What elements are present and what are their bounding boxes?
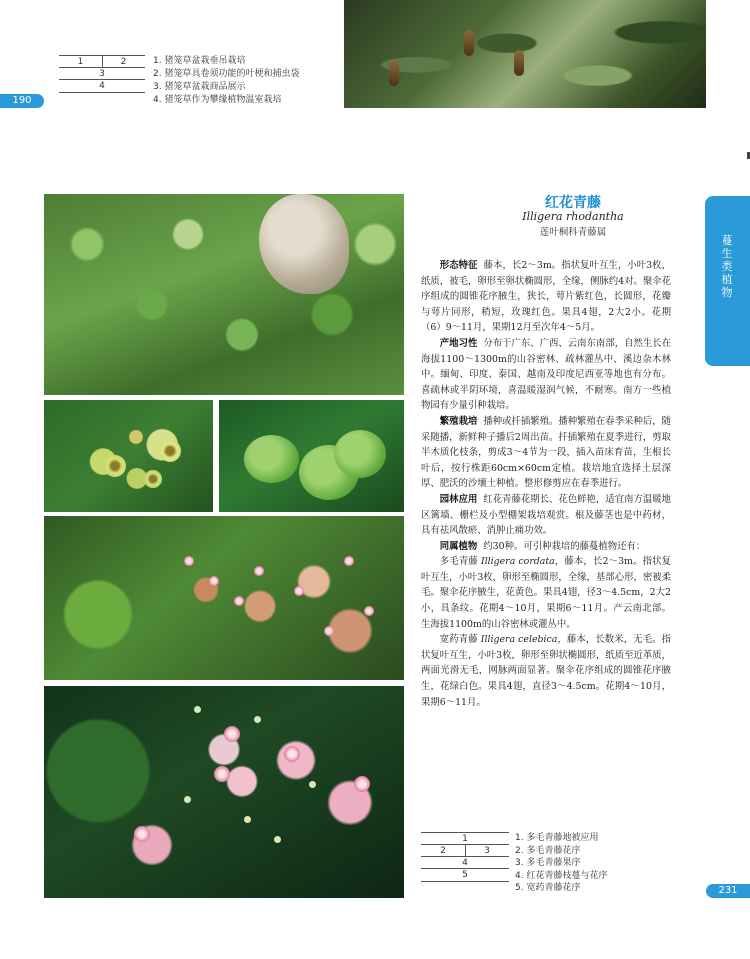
paragraph-text: 藤本，长2～3m。指状复叶互生，小叶3枚，纸质，被毛，卵形至卵状椭圆形，全缘，侧脉约4对。聚伞花序组成的圆锥花序腋生，狭长，萼片紫红色，长圆形，花瓣与萼片同形，稍短，玫瑰红色。果具4翅，2大2小。花期（6）9～11月，果期12月至次年4～5月。 [421, 260, 671, 334]
grid-cell: 2 [120, 57, 127, 67]
grid-cell: 3 [484, 846, 490, 856]
caption-item: 1. 多毛青藤地被应用 [515, 833, 599, 843]
paragraph-propagation [421, 414, 671, 492]
rock [259, 194, 349, 294]
top-photo-nepenthes [344, 0, 706, 108]
caption-item: 4. 红花青藤枝蔓与花序 [515, 870, 608, 881]
caption-item: 3. 多毛青藤果序 [515, 858, 581, 869]
top-caption-list [153, 55, 343, 107]
caption-item: 4. 猪笼草作为攀缘植物温室栽培 [153, 95, 282, 105]
species-family: 莲叶桐科青藤属 [539, 227, 607, 238]
grid-cell: 1 [462, 834, 468, 844]
relative-species-2 [421, 632, 671, 710]
page-number-right: 231 [706, 884, 750, 898]
top-caption-grid [59, 55, 145, 91]
relative-species-1 [421, 554, 671, 632]
paragraph-morphology [421, 258, 671, 336]
paragraph-habitat [421, 336, 671, 414]
paragraph-label: 同属植物 [439, 540, 478, 552]
caption-item: 3. 猪笼草盆栽商品展示 [153, 82, 246, 92]
relative-text: ，藤本，长数米，无毛。指状复叶互生，小叶3枚，卵形至卵状椭圆形，纸质至近革质，两面光滑无毛，网脉两面显著。聚伞花序组成的圆锥花序腋生，花绿白色。果具4翅，直径3～4.5cm。花期4～10月，果期6～11月。 [421, 634, 671, 708]
grid-cell: 5 [462, 870, 468, 880]
paragraph-text: 约30种。可引种栽培的藤蔓植物还有： [483, 540, 646, 552]
paragraph-landscape-use [421, 492, 671, 539]
page-number-left: 190 [0, 94, 44, 108]
species-latin: Illigera rhodantha [522, 210, 624, 223]
paragraph-label: 产地习性 [439, 337, 478, 349]
paragraph-label: 形态特征 [439, 260, 478, 271]
caption-item: 2. 多毛青藤花序 [515, 845, 581, 856]
grid-cell: 2 [421, 845, 466, 857]
species-name: 红花青藤 [545, 195, 601, 211]
paragraph-label: 繁殖栽培 [439, 415, 478, 427]
paragraph-related-species [421, 539, 671, 555]
section-tab-label: 蔓生类植物 [721, 234, 733, 299]
body-text [421, 258, 671, 710]
relative-name: 宽药青藤 [439, 634, 478, 646]
relative-name: 多毛青藤 [439, 556, 478, 568]
grid-cell: 3 [99, 69, 105, 79]
caption-item: 1. 猪笼草盆栽垂吊栽培 [153, 56, 246, 66]
bottom-caption-list [515, 832, 700, 895]
bottom-caption-grid [421, 832, 509, 892]
relative-text: ，藤本，长2～3m。指状复叶互生，小叶3枚，卵形至椭圆形，全缘，基部心形，密被柔毛。聚伞花序腋生，花黄色。果具4翅，径3～4.5cm，2大2小，具条纹。花期4～10月，果期6～11月。产云南北部。生海拔1100m的山谷密林或灌丛中。 [421, 556, 671, 630]
caption-item: 2. 猪笼草具卷须功能的叶梗和捕虫袋 [153, 69, 300, 79]
paragraph-text: 播种或扦插繁殖。播种繁殖在春季采种后，随采随播，新鲜种子播后2周出苗。扦插繁殖在夏季进行，剪取半木质化枝条，剪成3～4节为一段，插入苗床育苗，生根长叶后，按行株距60cm×60cm定植。栽培地宜选择土层深厚、肥沃的沙壤土种植。整形修剪应在春季进行。 [421, 415, 671, 490]
photo-pink-inflorescence [44, 686, 404, 898]
photo-ground-cover [44, 194, 404, 395]
grid-cell: 1 [59, 56, 103, 68]
grid-cell: 4 [462, 858, 468, 868]
caption-item: 5. 宽药青藤花序 [515, 883, 581, 894]
photo-branch-inflorescence [44, 516, 404, 680]
grid-cell: 4 [99, 81, 105, 91]
paragraph-text: 分布于广东、广西、云南东南部，自然生长在海拔1100～1300m的山谷密林、疏林灌丛中、溪边杂木林中。缅甸、印度、泰国、越南及印度尼西亚等地也有分布。喜疏林或半阴环境，喜温暖湿润气候，不耐寒。南方一些植物园有少量引种栽培。 [421, 337, 671, 412]
photo-winged-fruit [219, 400, 404, 512]
relative-latin: Illigera celebica [480, 634, 558, 646]
paragraph-text: 红花青藤花期长、花色鲜艳，适宜南方温暖地区篱墙、栅栏及小型棚架栽培观赏。根及藤茎也是中药材，具有祛风散瘀、消肿止痛功效。 [421, 493, 671, 537]
paragraph-label: 园林应用 [439, 493, 478, 505]
section-tab [705, 196, 750, 366]
photo-flower-closeup [44, 400, 213, 512]
relative-latin: Illigera cordata [480, 556, 555, 568]
